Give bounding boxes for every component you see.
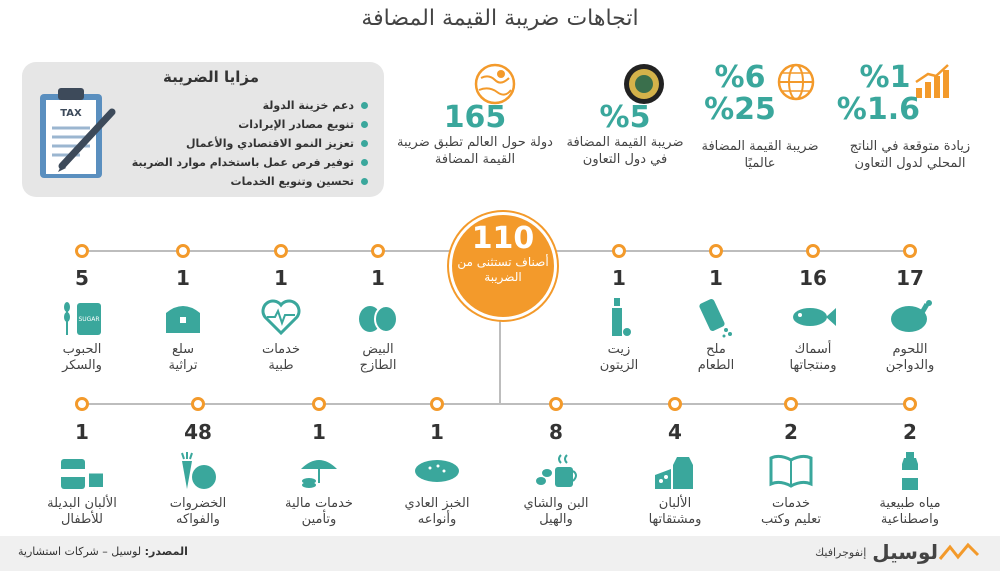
brand-name: لوسيل bbox=[872, 540, 938, 564]
stat-global-label: ضريبة القيمة المضافة عالميًا bbox=[701, 139, 819, 171]
category-label: الألبان البديلة للأطفال bbox=[47, 496, 117, 527]
category-label: أسماك ومنتجاتها bbox=[789, 342, 837, 373]
meat-icon bbox=[885, 297, 935, 337]
category-meat bbox=[860, 266, 960, 374]
category-label: الخبز العادي وأنواعه bbox=[404, 496, 470, 527]
stat-growth-label: زيادة متوقعة في الناتج المحلي لدول التعاون bbox=[849, 139, 971, 171]
category-medical bbox=[231, 266, 331, 374]
stat-countries-value: 165 bbox=[443, 100, 507, 135]
category-count: 8 bbox=[549, 420, 563, 444]
stat-global-value-1: %6 bbox=[714, 60, 766, 95]
timeline-node bbox=[75, 397, 89, 411]
category-label: الحبوب والسكر bbox=[62, 342, 102, 373]
category-count: 1 bbox=[75, 420, 89, 444]
category-baby-milk bbox=[32, 420, 132, 528]
exempt-items-badge bbox=[449, 212, 557, 320]
category-count: 5 bbox=[75, 266, 89, 290]
category-coffee-tea bbox=[506, 420, 606, 528]
stat-growth bbox=[840, 138, 980, 172]
benefits-title: مزايا الضريبة bbox=[163, 68, 259, 86]
timeline-node bbox=[549, 397, 563, 411]
stat-countries bbox=[395, 102, 555, 168]
brand-wave-icon bbox=[938, 541, 980, 563]
category-fish bbox=[763, 266, 863, 374]
footer bbox=[0, 536, 1000, 571]
eggs-icon bbox=[356, 300, 400, 334]
grain-sugar-icon bbox=[59, 297, 105, 337]
category-label: الخضروات والفواكه bbox=[169, 496, 227, 527]
category-count: 1 bbox=[312, 420, 326, 444]
source-text: لوسيل – شركات استشارية bbox=[18, 545, 142, 558]
baby-milk-icon bbox=[57, 451, 107, 491]
category-count: 4 bbox=[668, 420, 682, 444]
category-water bbox=[860, 420, 960, 528]
category-dairy bbox=[625, 420, 725, 528]
category-label: الألبان ومشتقاتها bbox=[648, 496, 702, 527]
category-count: 16 bbox=[799, 266, 827, 290]
timeline-node bbox=[75, 244, 89, 258]
vegetables-fruits-icon bbox=[176, 451, 220, 491]
globe-icon bbox=[776, 62, 816, 102]
category-grain-sugar bbox=[32, 266, 132, 374]
stat-global-value-2: %25 bbox=[704, 92, 776, 127]
book-icon bbox=[768, 454, 814, 488]
category-vegetables bbox=[148, 420, 248, 528]
medical-heart-icon bbox=[261, 299, 301, 335]
water-bottle-icon bbox=[897, 450, 923, 492]
clipboard-label: TAX bbox=[60, 108, 82, 119]
benefits-panel bbox=[22, 62, 384, 197]
category-education bbox=[741, 420, 841, 528]
exempt-label: أصناف تستثنى من الضريبة bbox=[457, 255, 549, 284]
category-finance bbox=[269, 420, 369, 528]
category-bread bbox=[387, 420, 487, 528]
dairy-icon bbox=[653, 451, 697, 491]
timeline-node bbox=[903, 244, 917, 258]
category-label: مياه طبيعية واصطناعية bbox=[879, 496, 941, 527]
benefits-list bbox=[132, 96, 370, 191]
category-label: البن والشاي والهيل bbox=[523, 496, 589, 527]
timeline-node bbox=[903, 397, 917, 411]
category-count: 1 bbox=[371, 266, 385, 290]
benefit-item: تنويع مصادر الإيرادات bbox=[132, 115, 370, 134]
timeline-node bbox=[806, 244, 820, 258]
brand-logo bbox=[815, 540, 980, 564]
timeline-node bbox=[371, 244, 385, 258]
category-label: ملح الطعام bbox=[697, 342, 735, 373]
benefit-item: تحسين وتنويع الخدمات bbox=[132, 172, 370, 191]
timeline-node bbox=[274, 244, 288, 258]
category-label: زيت الزيتون bbox=[599, 342, 639, 373]
brand-sub: إنفوجرافيك bbox=[815, 545, 867, 559]
timeline-node bbox=[612, 244, 626, 258]
category-count: 48 bbox=[184, 420, 212, 444]
timeline-node bbox=[784, 397, 798, 411]
svg-text:SUGAR: SUGAR bbox=[78, 316, 100, 323]
fish-icon bbox=[788, 302, 838, 332]
page-title: اتجاهات ضريبة القيمة المضافة bbox=[361, 6, 639, 31]
bread-icon bbox=[412, 457, 462, 485]
heritage-chest-icon bbox=[162, 299, 204, 335]
category-label: اللحوم والدواجن bbox=[885, 342, 935, 373]
stat-gcc-value: %5 bbox=[599, 100, 651, 135]
umbrella-coins-icon bbox=[297, 451, 341, 491]
category-eggs bbox=[328, 266, 428, 374]
timeline-node bbox=[430, 397, 444, 411]
olive-oil-icon bbox=[604, 296, 634, 338]
stat-gcc bbox=[560, 102, 690, 168]
benefit-item: توفير فرص عمل باستخدام موارد الضريبة bbox=[132, 153, 370, 172]
exempt-count: 110 bbox=[471, 221, 535, 256]
stat-growth-value-2: %1.6 bbox=[836, 92, 920, 127]
stat-gcc-label: ضريبة القيمة المضافة في دول التعاون bbox=[566, 135, 684, 167]
category-label: سلع تراثية bbox=[168, 342, 198, 373]
category-olive-oil bbox=[569, 266, 669, 374]
category-count: 1 bbox=[430, 420, 444, 444]
category-count: 1 bbox=[612, 266, 626, 290]
source-label: المصدر: bbox=[144, 545, 188, 558]
stat-countries-label: دولة حول العالم تطبق ضريبة القيمة المضافة bbox=[397, 135, 553, 167]
category-label: خدمات مالية وتأمين bbox=[285, 496, 353, 527]
category-salt bbox=[666, 266, 766, 374]
category-count: 17 bbox=[896, 266, 924, 290]
timeline-node bbox=[191, 397, 205, 411]
center-connector bbox=[499, 314, 501, 404]
timeline-node bbox=[709, 244, 723, 258]
stat-growth-values bbox=[836, 60, 920, 127]
benefit-item: تعزيز النمو الاقتصادي والأعمال bbox=[132, 134, 370, 153]
benefit-item: دعم خزينة الدولة bbox=[132, 96, 370, 115]
stat-global-values bbox=[700, 62, 780, 126]
category-count: 1 bbox=[274, 266, 288, 290]
salt-icon bbox=[696, 296, 736, 338]
category-label: خدمات طبية bbox=[261, 342, 301, 373]
stat-growth-value-1: %1 bbox=[859, 60, 911, 95]
category-count: 1 bbox=[176, 266, 190, 290]
category-count: 2 bbox=[903, 420, 917, 444]
category-heritage bbox=[133, 266, 233, 374]
tax-clipboard-icon bbox=[36, 84, 131, 184]
coffee-tea-icon bbox=[533, 451, 579, 491]
stat-global bbox=[700, 138, 820, 172]
category-label: البيض الطازج bbox=[359, 342, 397, 373]
category-label: خدمات تعليم وكتب bbox=[760, 496, 822, 527]
timeline-node bbox=[312, 397, 326, 411]
source-line bbox=[18, 545, 188, 558]
category-count: 1 bbox=[709, 266, 723, 290]
timeline-node bbox=[176, 244, 190, 258]
timeline-node bbox=[668, 397, 682, 411]
category-count: 2 bbox=[784, 420, 798, 444]
